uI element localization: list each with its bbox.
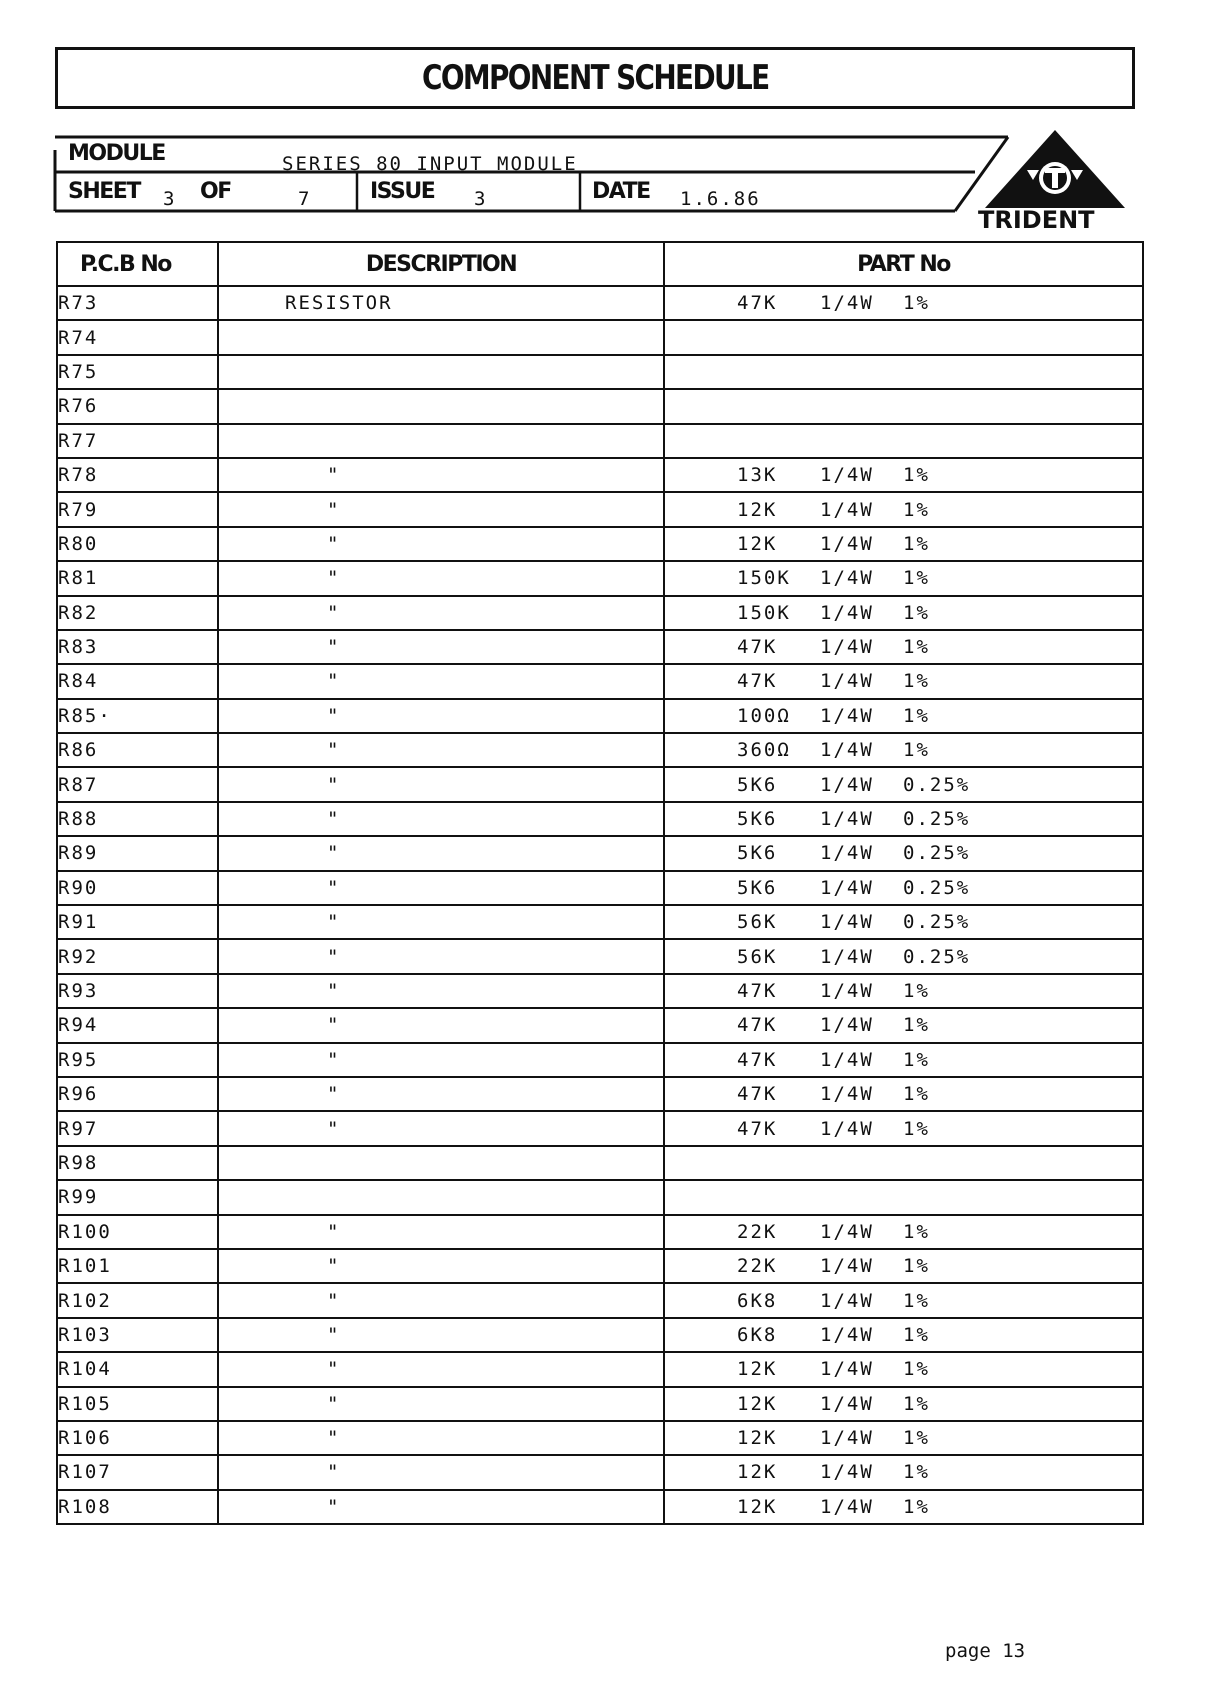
part-wattage: 1/4W	[820, 1014, 874, 1037]
part-cell	[664, 733, 1143, 767]
table-row	[57, 733, 1143, 767]
of-label: OF	[200, 179, 231, 204]
description-cell	[218, 1077, 664, 1111]
table-row	[57, 1352, 1143, 1386]
module-value: SERIES 80 INPUT MODULE	[282, 153, 578, 175]
description-cell	[218, 699, 664, 733]
part-value: 12K	[737, 1358, 778, 1381]
table-row	[57, 596, 1143, 630]
table-row	[57, 664, 1143, 698]
part-tolerance: 0.25%	[903, 808, 971, 831]
table-row	[57, 1077, 1143, 1111]
description-cell	[218, 1008, 664, 1042]
part-value: 47K	[737, 1014, 778, 1037]
part-wattage: 1/4W	[820, 739, 874, 762]
part-tolerance: 1%	[903, 1427, 930, 1450]
description-text: "	[327, 739, 341, 762]
part-tolerance: 1%	[903, 1048, 930, 1071]
part-value: 47K	[737, 670, 778, 693]
description-text: "	[327, 1358, 341, 1381]
part-wattage: 1/4W	[820, 808, 874, 831]
pcb-cell: R100	[57, 1215, 218, 1249]
part-tolerance: 0.25%	[903, 945, 971, 968]
table-row	[57, 527, 1143, 561]
table-header	[57, 242, 1143, 286]
page-title: COMPONENT SCHEDULE	[421, 58, 769, 98]
pcb-cell: R76	[57, 389, 218, 423]
description-text: "	[327, 1323, 341, 1346]
pcb-cell: R106	[57, 1421, 218, 1455]
description-text: "	[327, 601, 341, 624]
pcb-cell: R92	[57, 939, 218, 973]
part-wattage: 1/4W	[820, 670, 874, 693]
description-cell	[218, 1387, 664, 1421]
part-wattage: 1/4W	[820, 1427, 874, 1450]
part-value: 150K	[737, 601, 791, 624]
pcb-cell: R74	[57, 320, 218, 354]
part-value: 47K	[737, 636, 778, 659]
description-text: "	[327, 945, 341, 968]
pcb-cell: R84	[57, 664, 218, 698]
part-tolerance: 1%	[903, 1255, 930, 1278]
description-cell	[218, 974, 664, 1008]
pcb-cell: R77	[57, 424, 218, 458]
part-wattage: 1/4W	[820, 1392, 874, 1415]
description-cell	[218, 458, 664, 492]
pcb-cell: R85·	[57, 699, 218, 733]
pcb-cell: R83	[57, 630, 218, 664]
part-tolerance: 1%	[903, 1220, 930, 1243]
description-text: "	[327, 808, 341, 831]
pcb-cell: R98	[57, 1146, 218, 1180]
part-cell	[664, 905, 1143, 939]
part-cell	[664, 1490, 1143, 1524]
pcb-cell: R93	[57, 974, 218, 1008]
part-tolerance: 1%	[903, 464, 930, 487]
table-row	[57, 320, 1143, 354]
part-tolerance: 1%	[903, 567, 930, 590]
part-value: 12K	[737, 1427, 778, 1450]
pcb-cell: R88	[57, 802, 218, 836]
description-cell	[218, 836, 664, 870]
description-text: "	[327, 980, 341, 1002]
part-cell	[664, 1318, 1143, 1352]
description-cell	[218, 802, 664, 836]
description-cell	[218, 767, 664, 801]
part-tolerance: 1%	[903, 1083, 930, 1106]
part-wattage: 1/4W	[820, 1048, 874, 1071]
pcb-cell: R89	[57, 836, 218, 870]
part-cell	[664, 1180, 1143, 1214]
description-text: "	[327, 670, 341, 693]
description-text: "	[327, 704, 341, 727]
part-value: 5K6	[737, 773, 778, 796]
description-cell	[218, 424, 664, 458]
part-wattage: 1/4W	[820, 945, 874, 968]
part-wattage: 1/4W	[820, 1220, 874, 1243]
description-text: "	[327, 532, 341, 555]
description-text: "	[327, 1427, 341, 1450]
table-row	[57, 1215, 1143, 1249]
pcb-cell: R82	[57, 596, 218, 630]
part-value: 47K	[737, 1083, 778, 1106]
part-tolerance: 1%	[903, 670, 930, 693]
part-wattage: 1/4W	[820, 292, 874, 315]
description-text: "	[327, 1461, 341, 1484]
description-cell	[218, 596, 664, 630]
table-row	[57, 286, 1143, 320]
part-tolerance: 1%	[903, 1392, 930, 1415]
table-row	[57, 802, 1143, 836]
table-row	[57, 389, 1143, 423]
part-value: 12K	[737, 532, 778, 555]
description-cell	[218, 1352, 664, 1386]
pcb-cell: R101	[57, 1249, 218, 1283]
table-row	[57, 1146, 1143, 1180]
pcb-cell: R80	[57, 527, 218, 561]
part-wattage: 1/4W	[820, 464, 874, 487]
part-tolerance: 1%	[903, 532, 930, 555]
pcb-cell: R86	[57, 733, 218, 767]
pcb-cell: R105	[57, 1387, 218, 1421]
part-value: 150K	[737, 567, 791, 590]
description-cell	[218, 1455, 664, 1489]
part-tolerance: 0.25%	[903, 773, 971, 796]
page-number: page 13	[945, 1640, 1026, 1662]
logo-text: TRIDENT	[978, 206, 1095, 234]
description-text: "	[327, 1117, 341, 1140]
sheet-label: SHEET	[68, 179, 140, 204]
part-wattage: 1/4W	[820, 498, 874, 521]
description-cell	[218, 939, 664, 973]
pcb-cell: R103	[57, 1318, 218, 1352]
part-cell	[664, 630, 1143, 664]
description-text: "	[327, 842, 341, 865]
pcb-cell: R78	[57, 458, 218, 492]
description-cell	[218, 1111, 664, 1145]
part-tolerance: 1%	[903, 1358, 930, 1381]
description-text: "	[327, 1083, 341, 1106]
part-cell	[664, 836, 1143, 870]
part-cell	[664, 561, 1143, 595]
description-cell	[218, 1215, 664, 1249]
table-row	[57, 699, 1143, 733]
pcb-cell: R91	[57, 905, 218, 939]
pcb-cell: R108	[57, 1490, 218, 1524]
part-cell	[664, 1421, 1143, 1455]
description-cell	[218, 389, 664, 423]
table-row	[57, 1387, 1143, 1421]
part-wattage: 1/4W	[820, 532, 874, 555]
issue-value: 3	[474, 188, 488, 210]
module-label: MODULE	[68, 141, 165, 166]
table-row	[57, 492, 1143, 526]
part-cell	[664, 1043, 1143, 1077]
part-tolerance: 1%	[903, 636, 930, 659]
table-row	[57, 767, 1143, 801]
of-value: 7	[298, 188, 312, 210]
description-cell	[218, 1421, 664, 1455]
description-text: "	[327, 1014, 341, 1037]
part-value: 100Ω	[737, 704, 791, 727]
part-wattage: 1/4W	[820, 1083, 874, 1106]
table-row	[57, 561, 1143, 595]
part-value: 6K8	[737, 1289, 778, 1312]
col-header-description: DESCRIPTION	[218, 242, 664, 286]
part-wattage: 1/4W	[820, 704, 874, 727]
part-cell	[664, 1215, 1143, 1249]
part-cell	[664, 492, 1143, 526]
part-tolerance: 1%	[903, 292, 930, 315]
part-value: 56K	[737, 945, 778, 968]
pcb-cell: R96	[57, 1077, 218, 1111]
part-wattage: 1/4W	[820, 1461, 874, 1484]
part-value: 47K	[737, 1048, 778, 1071]
pcb-cell: R81	[57, 561, 218, 595]
part-cell	[664, 286, 1143, 320]
pcb-cell: R95	[57, 1043, 218, 1077]
pcb-cell: R87	[57, 767, 218, 801]
issue-label: ISSUE	[370, 179, 435, 204]
pcb-cell: R99	[57, 1180, 218, 1214]
table-row	[57, 630, 1143, 664]
part-tolerance: 1%	[903, 1323, 930, 1346]
part-value: 12K	[737, 498, 778, 521]
part-cell	[664, 527, 1143, 561]
part-tolerance: 0.25%	[903, 842, 971, 865]
description-cell	[218, 1180, 664, 1214]
part-tolerance: 0.25%	[903, 911, 971, 934]
part-wattage: 1/4W	[820, 1255, 874, 1278]
component-table	[56, 241, 1144, 1525]
part-wattage: 1/4W	[820, 1358, 874, 1381]
description-text: "	[327, 1048, 341, 1071]
part-tolerance: 1%	[903, 980, 930, 1002]
description-cell	[218, 733, 664, 767]
part-wattage: 1/4W	[820, 636, 874, 659]
description-text: "	[327, 911, 341, 934]
part-wattage: 1/4W	[820, 980, 874, 1002]
description-cell	[218, 1043, 664, 1077]
col-header-pcb: P.C.B No	[57, 242, 218, 286]
part-value: 47K	[737, 980, 778, 1002]
part-value: 12K	[737, 1461, 778, 1484]
part-tolerance: 1%	[903, 1014, 930, 1037]
table-row	[57, 1111, 1143, 1145]
part-tolerance: 0.25%	[903, 876, 971, 899]
part-value: 13K	[737, 464, 778, 487]
part-value: 5K6	[737, 842, 778, 865]
part-value: 6K8	[737, 1323, 778, 1346]
part-cell	[664, 458, 1143, 492]
part-cell	[664, 1008, 1143, 1042]
table-row	[57, 939, 1143, 973]
table-row	[57, 1180, 1143, 1214]
table-row	[57, 355, 1143, 389]
part-cell	[664, 802, 1143, 836]
part-value: 12K	[737, 1495, 778, 1518]
part-cell	[664, 974, 1143, 1008]
part-tolerance: 1%	[903, 1495, 930, 1518]
description-cell	[218, 630, 664, 664]
part-cell	[664, 1352, 1143, 1386]
col-header-part: PART No	[664, 242, 1143, 286]
part-value: 5K6	[737, 808, 778, 831]
part-value: 22K	[737, 1255, 778, 1278]
table-row	[57, 1455, 1143, 1489]
part-tolerance: 1%	[903, 1461, 930, 1484]
part-cell	[664, 939, 1143, 973]
part-tolerance: 1%	[903, 1289, 930, 1312]
part-wattage: 1/4W	[820, 773, 874, 796]
part-value: 12K	[737, 1392, 778, 1415]
table-row	[57, 974, 1143, 1008]
table-row	[57, 836, 1143, 870]
description-text: "	[327, 1255, 341, 1278]
part-cell	[664, 767, 1143, 801]
part-cell	[664, 1283, 1143, 1317]
part-cell	[664, 664, 1143, 698]
description-cell	[218, 1490, 664, 1524]
description-text: "	[327, 876, 341, 899]
description-text: "	[327, 1495, 341, 1518]
description-text: "	[327, 464, 341, 487]
part-cell	[664, 1146, 1143, 1180]
table-row	[57, 424, 1143, 458]
pcb-cell: R94	[57, 1008, 218, 1042]
description-cell	[218, 1318, 664, 1352]
part-tolerance: 1%	[903, 498, 930, 521]
part-tolerance: 1%	[903, 1117, 930, 1140]
part-wattage: 1/4W	[820, 601, 874, 624]
part-cell	[664, 320, 1143, 354]
description-cell	[218, 320, 664, 354]
pcb-cell: R73	[57, 286, 218, 320]
description-cell	[218, 905, 664, 939]
description-cell	[218, 1146, 664, 1180]
description-cell	[218, 561, 664, 595]
description-cell	[218, 492, 664, 526]
description-text: "	[327, 567, 341, 590]
description-cell	[218, 664, 664, 698]
part-cell	[664, 355, 1143, 389]
pcb-cell: R97	[57, 1111, 218, 1145]
table-row	[57, 1249, 1143, 1283]
table-row	[57, 1318, 1143, 1352]
part-tolerance: 1%	[903, 704, 930, 727]
part-wattage: 1/4W	[820, 911, 874, 934]
part-value: 47K	[737, 292, 778, 315]
table-row	[57, 1283, 1143, 1317]
part-value: 5K6	[737, 876, 778, 899]
part-wattage: 1/4W	[820, 842, 874, 865]
part-cell	[664, 871, 1143, 905]
part-cell	[664, 1111, 1143, 1145]
table-row	[57, 905, 1143, 939]
part-cell	[664, 424, 1143, 458]
description-text: "	[327, 773, 341, 796]
date-value: 1.6.86	[680, 188, 761, 210]
pcb-cell: R107	[57, 1455, 218, 1489]
part-value: 56K	[737, 911, 778, 934]
pcb-cell: R102	[57, 1283, 218, 1317]
part-cell	[664, 1249, 1143, 1283]
pcb-cell: R79	[57, 492, 218, 526]
description-text: RESISTOR	[285, 292, 393, 315]
table-row	[57, 1421, 1143, 1455]
pcb-cell: R104	[57, 1352, 218, 1386]
description-cell	[218, 527, 664, 561]
part-value: 47K	[737, 1117, 778, 1140]
part-value: 360Ω	[737, 739, 791, 762]
part-tolerance: 1%	[903, 601, 930, 624]
pcb-cell: R90	[57, 871, 218, 905]
part-value: 22K	[737, 1220, 778, 1243]
description-cell	[218, 1249, 664, 1283]
part-wattage: 1/4W	[820, 1289, 874, 1312]
description-text: "	[327, 636, 341, 659]
description-cell	[218, 355, 664, 389]
description-cell	[218, 286, 664, 320]
part-wattage: 1/4W	[820, 1495, 874, 1518]
table-row	[57, 1043, 1143, 1077]
part-cell	[664, 389, 1143, 423]
part-tolerance: 1%	[903, 739, 930, 762]
part-cell	[664, 1455, 1143, 1489]
description-cell	[218, 871, 664, 905]
part-cell	[664, 699, 1143, 733]
part-wattage: 1/4W	[820, 567, 874, 590]
part-cell	[664, 1077, 1143, 1111]
description-text: "	[327, 1220, 341, 1243]
table-row	[57, 871, 1143, 905]
sheet-value: 3	[163, 188, 177, 210]
description-cell	[218, 1283, 664, 1317]
table-row	[57, 458, 1143, 492]
table-row	[57, 1008, 1143, 1042]
part-wattage: 1/4W	[820, 1117, 874, 1140]
description-text: "	[327, 498, 341, 521]
part-cell	[664, 596, 1143, 630]
pcb-cell: R75	[57, 355, 218, 389]
description-text: "	[327, 1392, 341, 1415]
description-text: "	[327, 1289, 341, 1312]
date-label: DATE	[592, 179, 650, 204]
part-wattage: 1/4W	[820, 1323, 874, 1346]
part-cell	[664, 1387, 1143, 1421]
table-row	[57, 1490, 1143, 1524]
part-wattage: 1/4W	[820, 876, 874, 899]
